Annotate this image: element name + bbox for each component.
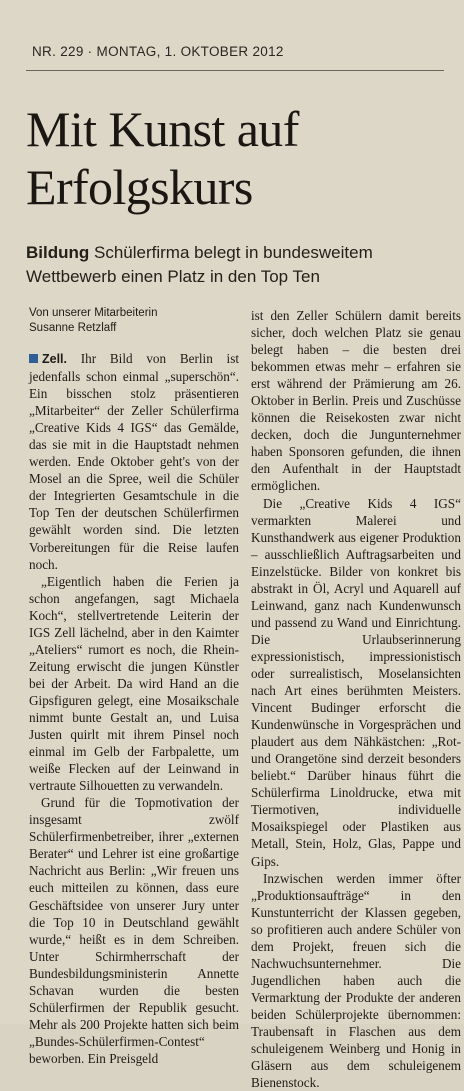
byline-line-1: Von unserer Mitarbeiterin <box>29 307 158 319</box>
byline-author: Susanne Retzlaff <box>29 322 117 334</box>
headline <box>26 100 446 216</box>
headline-line-2: Erfolgskurs <box>26 159 253 215</box>
article-paragraph: ist den Zeller Schülern damit bereits sicher, doch welchen Platz sie genau belegt haben – die besten drei bekommen etwas mehr – erfahren sie erst während der Prämierung am 26. Oktober in Berlin. Preis und Zuschüsse können die Reisekosten zwar nicht decken, doch die Jungunternehmer haben Sponsoren gefunden, die ihnen den Aufenthalt in der Hauptstadt ermöglichen. <box>251 308 461 494</box>
article-paragraph: Die „Creative Kids 4 IGS“ vermarkten Malerei und Kunsthandwerk aus eigener Produktion – ausschließlich Auftragsarbeiten und Einzelstücke. Bilder von konkret bis abstrakt in Öl, Acryl und Aquarell auf Leinwand, ganz nach Kundenwunsch und passend zu Wand und Einrichtung. Die Urlaubserinnerung expressionistisch, impressionistisch oder surrealistisch, Moselansichten nach Art eines berühmten Meisters. Vincent Budinger erforscht die Kundenwünsche in Vorgesprächen und plaudert aus dem Nähkästchen: „Rot- und Orangetöne sind derzeit besonders beliebt.“ Darüber hinaus führt die Schülerfirma Linoldrucke, etwa mit Tiermotiven, individuelle Mosaikspiegel oder Plastiken aus Metall, Stein, Holz, Glas, Pappe und Gips. <box>251 495 461 869</box>
header-rule <box>26 70 444 71</box>
byline <box>29 306 239 336</box>
blue-square-icon <box>29 354 38 363</box>
subhead-text: Schülerfirma belegt in bundesweitem Wettbewerb einen Platz in den Top Ten <box>26 243 373 286</box>
subhead-kicker: Bildung <box>26 243 90 262</box>
location-marker: Zell. <box>42 352 68 366</box>
article-column-right <box>251 307 461 1091</box>
article-paragraph: „Eigentlich haben die Ferien ja schon angefangen, sagt Michaela Koch“, stellvertretende Leiterin der IGS Zell lächelnd, aber in den Kaimter „Ateliers“ rumort es noch, die Rhein-Zeitung erwischt die jungen Künstler bei der Arbeit. Da wird Hand an die Gipsfiguren gelegt, eine Mosaikschale nimmt bunte Gestalt an, und Luisa Justen quirlt mit ihrem Pinsel noch einmal im Gelb der Farbpalette, um weiße Flecken auf der Leinwand in vertraute Silhouetten zu verwandeln. <box>29 573 239 794</box>
article-paragraph <box>29 350 239 573</box>
article-column-left <box>29 306 239 1067</box>
article-paragraph: Grund für die Topmotivation der insgesamt zwölf Schülerfirmenbetreiber, ihrer „externen Berater“ und Lehrer ist eine großartige Nachricht aus Berlin: „Wir freuen uns euch mitteilen zu können, dass eure Geschäftsidee von unserer Jury unter die Top 10 in Deutschland gewählt wurde,“ heißt es in dem Schreiben. Unter Schirmherrschaft der Bundesbildungsministerin Annette Schavan wurden die besten Schülerfirmen der Republik gesucht. Mehr als 200 Projekte hatten sich beim „Bundes-Schülerfirmen-Contest“ beworben. Ein Preisgeld <box>29 795 239 1066</box>
dateline: NR. 229 · MONTAG, 1. OKTOBER 2012 <box>32 44 284 59</box>
paragraph-text: Ihr Bild von Berlin ist jedenfalls schon einmal „superschön“. Ein bisschen stolz präsentieren „Mitarbeiter“ der Zeller Schülerfirma „Creative Kids 4 IGS“ das Gemälde, das sie mit in die Hauptstadt nehmen werden. Ende Oktober geht's von der Mosel an die Spree, weil die Schüler der Integrierten Gesamtschule in die Top Ten der deutschen Schülerfirmen gewählt worden sind. Die letzten Vorbereitungen für die Reise laufen noch. <box>29 351 239 572</box>
article-paragraph: Inzwischen werden immer öfter „Produktionsaufträge“ in den Kunstunterricht der Klassen gegeben, so profitieren auch andere Schüler von dem Projekt, freuen sich die Nachwuchsunternehmer. Die Jugendlichen haben auch die Vermarktung der Produkte der anderen beiden Schülerprojekte übernommen: Traubensaft in Flaschen aus dem schuleigenem Weinberg und Honig in Gläsern aus dem schuleigenem Bienenstock. <box>251 870 461 1091</box>
subheadline <box>26 241 446 289</box>
headline-line-1: Mit Kunst auf <box>26 101 299 157</box>
